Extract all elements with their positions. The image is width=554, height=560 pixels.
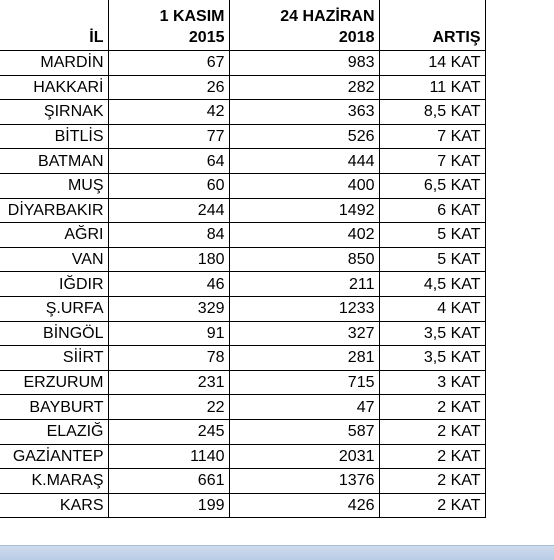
cell-2015[interactable]: 199 [108,493,229,518]
header-line1: 1 KASIM [159,8,225,25]
cell-artis[interactable]: 7 KAT [379,149,485,174]
cell-artis[interactable]: 6 KAT [379,198,485,223]
cell-il[interactable]: GAZİANTEP [0,444,108,469]
cell-artis[interactable]: 3 KAT [379,370,485,395]
table-row [0,149,485,174]
cell-2018[interactable]: 444 [229,149,379,174]
cell-artis[interactable]: 2 KAT [379,493,485,518]
header-cell-artis[interactable] [379,0,485,51]
table-row [0,296,485,321]
cell-2018[interactable]: 402 [229,223,379,248]
cell-artis[interactable]: 3,5 KAT [379,346,485,371]
cell-2015[interactable]: 67 [108,51,229,76]
cell-il[interactable]: BAYBURT [0,395,108,420]
cell-2018[interactable]: 281 [229,346,379,371]
cell-2018[interactable]: 363 [229,100,379,125]
cell-artis[interactable]: 6,5 KAT [379,173,485,198]
cell-2015[interactable]: 42 [108,100,229,125]
table-row [0,419,485,444]
table-row [0,124,485,149]
cell-2015[interactable]: 77 [108,124,229,149]
header-cell-2018[interactable] [229,0,379,51]
cell-2015[interactable]: 64 [108,149,229,174]
cell-2015[interactable]: 78 [108,346,229,371]
cell-artis[interactable]: 2 KAT [379,395,485,420]
table-row [0,272,485,297]
cell-artis[interactable]: 7 KAT [379,124,485,149]
cell-artis[interactable]: 5 KAT [379,247,485,272]
cell-il[interactable]: AĞRI [0,223,108,248]
cell-2018[interactable]: 327 [229,321,379,346]
cell-2018[interactable]: 1233 [229,296,379,321]
header-cell-2015[interactable] [108,0,229,51]
cell-artis[interactable]: 2 KAT [379,469,485,494]
cell-il[interactable]: BATMAN [0,149,108,174]
table-row [0,395,485,420]
cell-artis[interactable]: 4 KAT [379,296,485,321]
cell-2015[interactable]: 245 [108,419,229,444]
header-line2: İL [89,29,104,46]
cell-il[interactable]: DİYARBAKIR [0,198,108,223]
header-line2: 2018 [338,29,375,46]
cell-il[interactable]: Ş.URFA [0,296,108,321]
cell-2015[interactable]: 46 [108,272,229,297]
table-row [0,469,485,494]
table-row [0,444,485,469]
cell-il[interactable]: VAN [0,247,108,272]
cell-2018[interactable]: 526 [229,124,379,149]
header-line2: ARTIŞ [432,29,481,46]
cell-artis[interactable]: 11 KAT [379,75,485,100]
table-row [0,75,485,100]
cell-il[interactable]: BİTLİS [0,124,108,149]
cell-2018[interactable]: 400 [229,173,379,198]
cell-2018[interactable]: 282 [229,75,379,100]
header-cell-il[interactable] [0,0,108,51]
cell-2015[interactable]: 26 [108,75,229,100]
table-row [0,198,485,223]
cell-artis[interactable]: 2 KAT [379,444,485,469]
header-line1: 24 HAZİRAN [280,8,375,25]
cell-2015[interactable]: 231 [108,370,229,395]
cell-2018[interactable]: 587 [229,419,379,444]
cell-il[interactable]: MUŞ [0,173,108,198]
cell-artis[interactable]: 5 KAT [379,223,485,248]
cell-il[interactable]: ŞIRNAK [0,100,108,125]
table-row [0,321,485,346]
cell-2018[interactable]: 211 [229,272,379,297]
cell-2015[interactable]: 84 [108,223,229,248]
cell-artis[interactable]: 2 KAT [379,419,485,444]
cell-artis[interactable]: 3,5 KAT [379,321,485,346]
cell-2018[interactable]: 850 [229,247,379,272]
table-row [0,346,485,371]
cell-2018[interactable]: 1376 [229,469,379,494]
table-row [0,493,485,518]
header-line2: 2015 [188,29,225,46]
cell-2015[interactable]: 661 [108,469,229,494]
cell-artis[interactable]: 14 KAT [379,51,485,76]
cell-il[interactable]: HAKKARİ [0,75,108,100]
cell-2018[interactable]: 1492 [229,198,379,223]
header-row [0,0,485,51]
cell-2018[interactable]: 2031 [229,444,379,469]
cell-2018[interactable]: 426 [229,493,379,518]
cell-il[interactable]: SİİRT [0,346,108,371]
cell-2015[interactable]: 60 [108,173,229,198]
cell-2015[interactable]: 180 [108,247,229,272]
cell-il[interactable]: ERZURUM [0,370,108,395]
cell-il[interactable]: IĞDIR [0,272,108,297]
cell-il[interactable]: KARS [0,493,108,518]
cell-2015[interactable]: 329 [108,296,229,321]
cell-2015[interactable]: 22 [108,395,229,420]
cell-il[interactable]: MARDİN [0,51,108,76]
table-row [0,223,485,248]
cell-il[interactable]: BİNGÖL [0,321,108,346]
cell-2015[interactable]: 91 [108,321,229,346]
table-row [0,370,485,395]
cell-il[interactable]: K.MARAŞ [0,469,108,494]
table-row [0,51,485,76]
sheet-bottom-bar [0,545,554,560]
table-row [0,173,485,198]
empty-sheet-area[interactable] [486,0,554,545]
cell-2018[interactable]: 47 [229,395,379,420]
cell-il[interactable]: ELAZIĞ [0,419,108,444]
cell-2018[interactable]: 983 [229,51,379,76]
cell-artis[interactable]: 4,5 KAT [379,272,485,297]
table-row [0,247,485,272]
cell-2015[interactable]: 1140 [108,444,229,469]
cell-2015[interactable]: 244 [108,198,229,223]
table-row [0,100,485,125]
cell-2018[interactable]: 715 [229,370,379,395]
cell-artis[interactable]: 8,5 KAT [379,100,485,125]
